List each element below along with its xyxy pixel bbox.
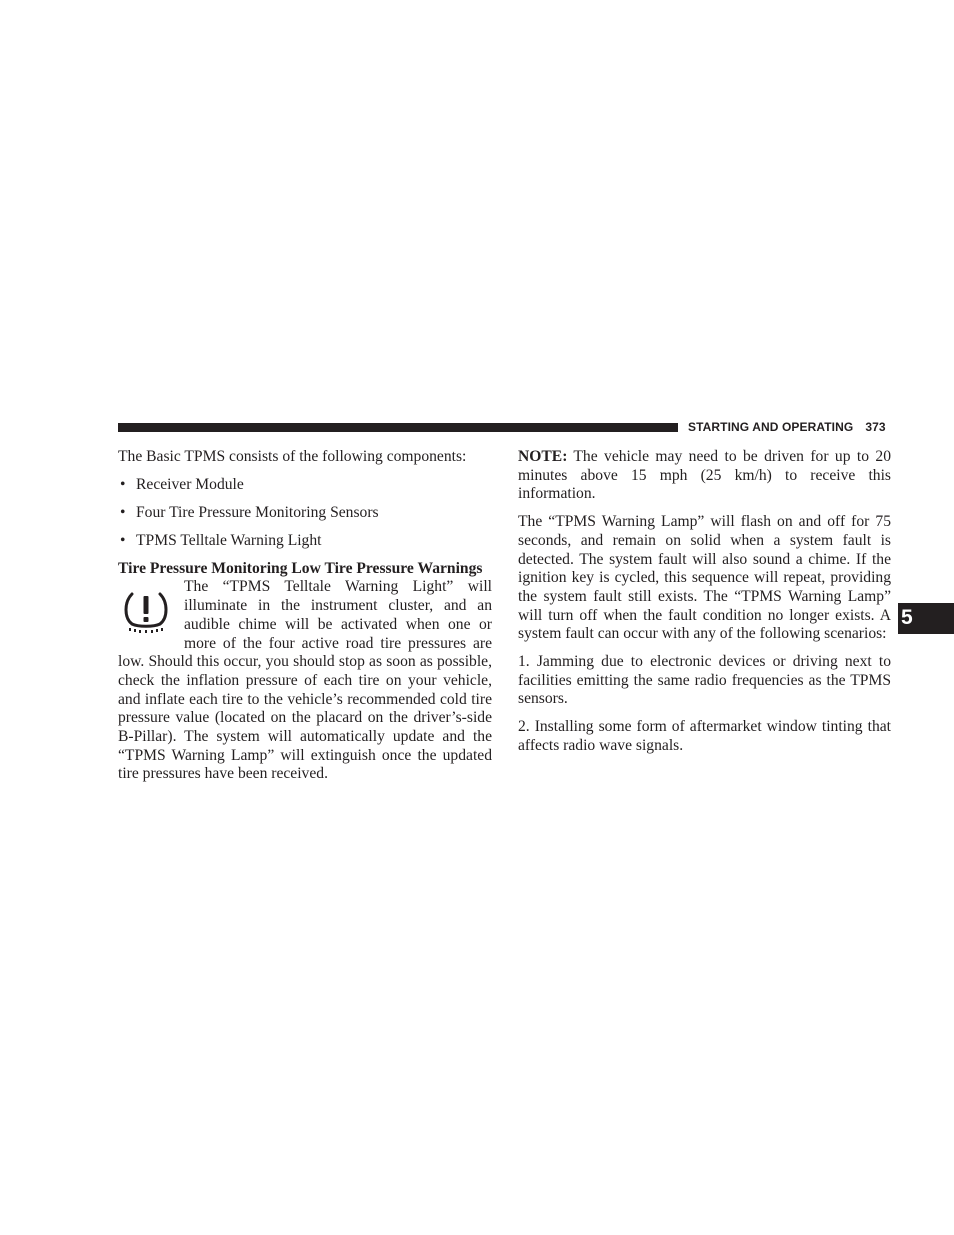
warning-block: [118, 578, 492, 784]
scenario-2: 2. Installing some form of aftermarket window tinting that affects radio wave signals.: [518, 718, 891, 754]
note-paragraph: [518, 448, 891, 504]
running-header: [688, 420, 886, 434]
section-title: STARTING AND OPERATING: [688, 420, 854, 434]
list-item: • Receiver Module: [118, 476, 492, 495]
section-heading: Tire Pressure Monitoring Low Tire Pressure Warnings: [118, 559, 483, 577]
component-list: [118, 476, 492, 551]
list-item: • TPMS Telltale Warning Light: [118, 532, 492, 551]
note-text: The vehicle may need to be driven for up to 20 minutes above 15 mph (25 km/h) to receive this information.: [518, 448, 891, 503]
fault-paragraph: The “TPMS Warning Lamp” will flash on and off for 75 seconds, and remain on solid when a system fault is detected. The system fault will also sound a chime. If the ignition key is cycled, this sequence will repeat, providing the system fault still exists. The “TPMS Warning Lamp” will turn off when the fault condition no longer exists. A system fault can occur with any of the following scenarios:: [518, 513, 891, 643]
right-column: [518, 448, 891, 765]
list-item: • Four Tire Pressure Monitoring Sensors: [118, 504, 492, 523]
page-number: 373: [865, 420, 886, 434]
warning-paragraph: The “TPMS Telltale Warning Light” will illuminate in the instrument cluster, and an audible chime will be activated when one or more of the four active road tire pressures are low. Should this occur, you should stop as soon as possible, check the inflation pressure of each tire on your vehicle, and inflate each tire to the vehicle’s recommended cold tire pressure value (located on the placard on the driver’s-side B-Pillar). The system will automatically update and the “TPMS Warning Lamp” will extinguish once the updated tire pressures have been received.: [118, 578, 492, 783]
left-column: [118, 448, 492, 784]
chapter-number: 5: [901, 606, 913, 629]
intro-paragraph: The Basic TPMS consists of the following components:: [118, 448, 467, 465]
tire-pressure-warning-icon: [118, 582, 174, 640]
scenario-1: 1. Jamming due to electronic devices or driving next to facilities emitting the same radio frequencies as the TPMS sensors.: [518, 653, 891, 708]
header-rule: [118, 423, 678, 432]
chapter-tab: [898, 603, 954, 634]
note-label: NOTE:: [518, 448, 568, 465]
